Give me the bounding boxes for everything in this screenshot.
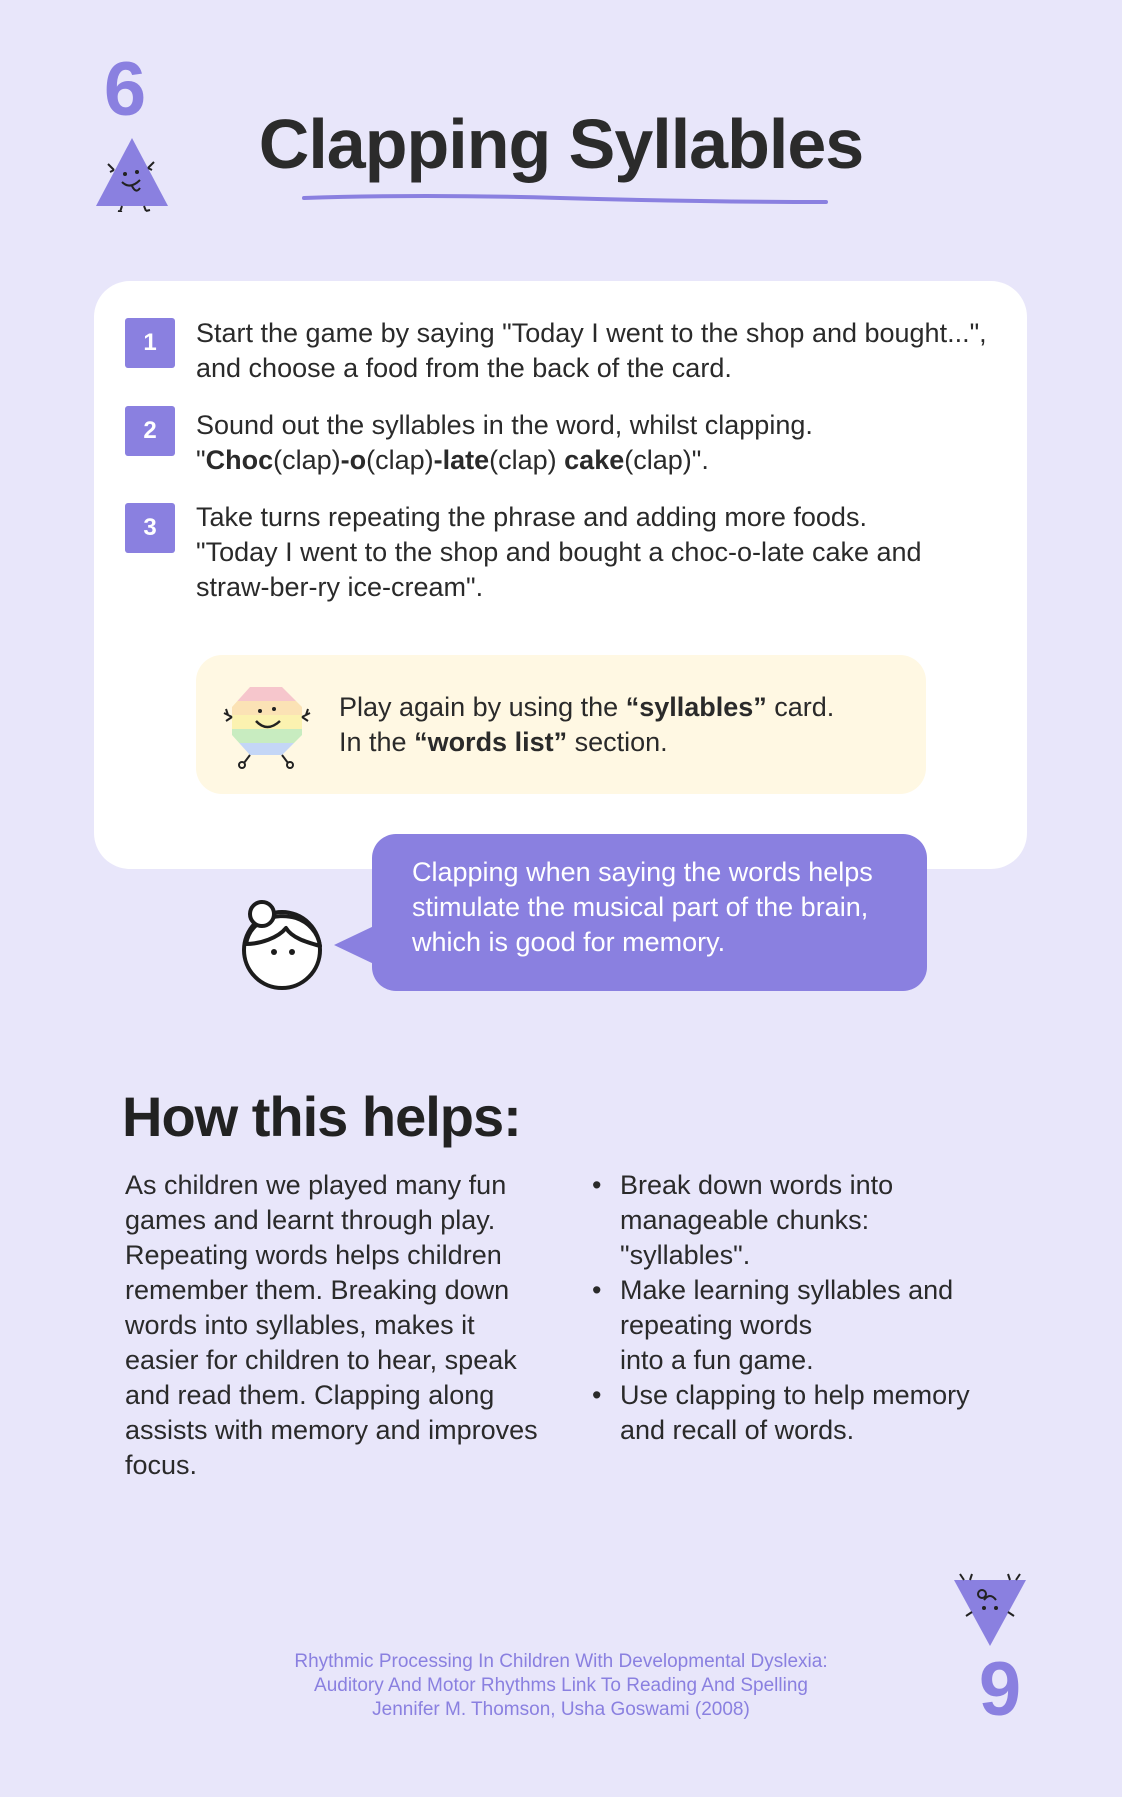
title-underline [300, 190, 830, 206]
step-1-badge: 1 [125, 318, 175, 368]
step-1-line-1: Start the game by saying "Today I went to the shop and bought...", [196, 318, 987, 348]
card-number-top: 6 [103, 47, 147, 132]
speech-bubble-tail [334, 925, 376, 965]
helps-bullet-list [590, 1168, 1010, 1448]
step-2-line-1: Sound out the syllables in the word, whilst clapping. [196, 410, 813, 440]
step-1-line-2: and choose a food from the back of the card. [196, 353, 732, 383]
page-title: Clapping Syllables [258, 105, 864, 183]
bullet-icon: • [592, 1170, 602, 1200]
step-3-text [196, 500, 1026, 605]
step-3-badge: 3 [125, 503, 175, 553]
bullet-icon: • [592, 1380, 602, 1410]
list-item: • Make learning syllables and repeating words into a fun game. [592, 1275, 954, 1375]
speech-bubble [372, 834, 927, 991]
tip-box [196, 655, 926, 794]
helps-heading: How this helps: [122, 1085, 521, 1148]
bullet-icon: • [592, 1275, 602, 1305]
speech-bubble-text: Clapping when saying the words helps stimulate the musical part of the brain, which is good for memory. [412, 857, 873, 957]
step-2-line-2: "Choc(clap)-o(clap)-late(clap) cake(clap)". [196, 445, 709, 475]
rainbow-octagon-creature-icon [220, 681, 318, 769]
step-2-badge: 2 [125, 406, 175, 456]
step-3-line-1: Take turns repeating the phrase and adding more foods. [196, 502, 867, 532]
page-number: 9 [978, 1647, 1022, 1732]
citation: Rhythmic Processing In Children With Developmental Dyslexia: Auditory And Motor Rhythms Link To Reading And Spelling Jennifer M. Thomson, Usha Goswami (2008) [294, 1651, 828, 1720]
step-1-text [196, 316, 1026, 386]
list-item: • Break down words into manageable chunks: "syllables". [592, 1170, 894, 1270]
step-2-text [196, 408, 1026, 478]
tip-line-1: Play again by using the “syllables” card. [339, 692, 835, 722]
list-item: • Use clapping to help memory and recall of words. [592, 1380, 970, 1445]
tip-line-2: In the “words list” section. [339, 727, 668, 757]
step-3-line-2: "Today I went to the shop and bought a choc-o-late cake and [196, 537, 922, 567]
helps-paragraph: As children we played many fun games and learnt through play. Repeating words helps children remember them. Breaking down words into syllables, makes it easier for children to hear, speak and read them. Clapping along assists with memory and improves focus. [125, 1170, 538, 1480]
face-icon [236, 898, 328, 992]
inverted-triangle-creature-icon [950, 1572, 1030, 1652]
step-3-line-3: straw-ber-ry ice-cream". [196, 572, 484, 602]
tip-text [339, 690, 899, 760]
